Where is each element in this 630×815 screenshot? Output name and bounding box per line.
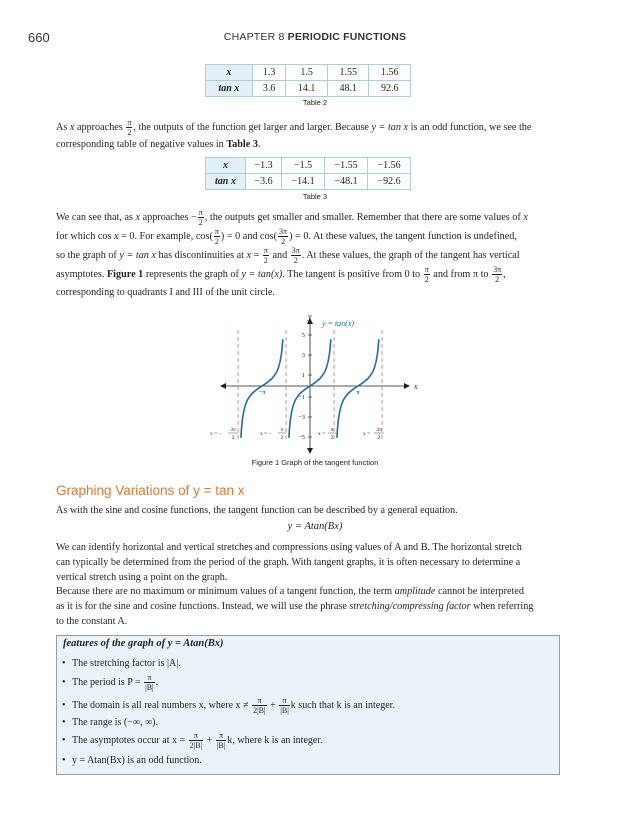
denominator: |B|: [145, 683, 154, 692]
numerator: π: [198, 208, 203, 217]
text: stretching/compressing factor: [349, 601, 471, 612]
figure-1-caption: Figure 1 Graph of the tangent function: [251, 458, 379, 467]
text: has discontinuities at: [155, 249, 247, 261]
figure-reference: Figure 1: [106, 268, 144, 280]
asymptote-label-num: 3π: [376, 427, 382, 433]
y-tick-label: −3: [298, 414, 305, 421]
fraction: [278, 227, 288, 246]
text: We can identify horizontal and vertical stretches and compressions using values of A and B. The horizontal stretch: [56, 542, 522, 553]
asymptote-label-num: 3π: [230, 427, 236, 433]
text: ,: [503, 268, 506, 280]
text: The asymptotes occur at x =: [72, 734, 188, 746]
table-row: [206, 158, 411, 174]
text: x: [135, 211, 141, 223]
table-row: [206, 174, 411, 190]
features-box-title: features of the graph of y = Atan(Bx): [63, 638, 224, 649]
table-cell: −92.6: [368, 174, 411, 190]
text: = 0 and cos: [224, 230, 274, 242]
text: . The tangent is positive from 0 to: [282, 268, 423, 280]
numerator: π: [252, 696, 267, 706]
text: vertical stretch using a point on the graph.: [56, 572, 228, 583]
table-2-caption: Table 2: [302, 98, 328, 107]
fraction: [214, 227, 220, 246]
numerator: π: [216, 731, 227, 741]
text: +: [267, 699, 279, 711]
fraction: [291, 246, 301, 265]
table-cell: 92.6: [369, 81, 411, 97]
numerator: 3π: [279, 227, 288, 236]
text: and: [269, 249, 290, 261]
text: +: [204, 734, 215, 746]
fraction: [252, 696, 267, 715]
table-cell: 14.1: [286, 81, 328, 97]
text: cannot be interpreted: [435, 586, 524, 597]
table-cell: −3.6: [245, 174, 281, 190]
asymptote-label-num: π: [330, 427, 334, 433]
text: y = Atan(Bx) is an odd function.: [72, 755, 202, 766]
list-item: • The period is P = $\frac{\pi}{|B|}$ .: [62, 673, 159, 692]
text: and from π to: [430, 268, 492, 280]
text: y = tan x: [119, 249, 156, 261]
table-cell: −1.55: [325, 158, 368, 174]
table-row: [206, 65, 411, 81]
text: . At these values, the graph of the tangent has vertical: [301, 249, 520, 261]
table-2: [205, 64, 411, 97]
x-axis-arrow-left: [220, 383, 226, 389]
table-reference: Table 3: [226, 139, 258, 150]
table-cell: 1.55: [327, 65, 369, 81]
y-tick-label: −1: [298, 394, 305, 401]
text: As: [56, 121, 70, 133]
text: to the constant A.: [56, 616, 128, 627]
chapter-prefix: CHAPTER 8: [223, 31, 285, 43]
denominator: |B|: [216, 741, 226, 750]
list-item: • The stretching factor is |A|.: [62, 658, 181, 669]
denominator: 2: [263, 256, 268, 265]
asymptote-label-den: 2: [377, 435, 381, 441]
asymptote-label-den: 2: [231, 435, 235, 441]
text: represents the graph of: [143, 268, 242, 280]
list-item: • The asymptotes occur at x = $\frac{\pi}{2|B|}$ + $\frac{\pi}{|B|}$ k, where k is an integer.: [62, 731, 323, 750]
table-cell: −1.56: [368, 158, 411, 174]
text: = 0. For example, cos: [118, 230, 210, 242]
text: is an odd function, we see the: [408, 121, 532, 133]
denominator: 2: [198, 218, 203, 227]
text: as it is for the sine and cosine functions. Instead, we will use the phrase: [56, 601, 350, 612]
text: x: [69, 121, 75, 133]
asymptote-label: x = −: [210, 431, 222, 437]
denominator: 2|B|: [253, 706, 266, 715]
text: .: [257, 139, 261, 150]
denominator: |B|: [280, 706, 289, 715]
numerator: π: [424, 265, 429, 274]
text: The stretching factor is |A|.: [72, 658, 181, 669]
numerator: π: [144, 673, 155, 683]
text: approaches: [74, 121, 126, 133]
fraction: [189, 731, 204, 750]
table-cell: −48.1: [325, 174, 368, 190]
text: =: [251, 249, 262, 261]
text: amplitude: [394, 586, 436, 597]
table-3-caption: Table 3: [302, 192, 328, 201]
general-equation: y = Atan(Bx): [287, 521, 343, 532]
text: Because there are no maximum or minimum values of a tangent function, the term: [56, 586, 395, 597]
table-cell: 48.1: [327, 81, 369, 97]
paragraph-2: We can see that, as x approaches − $\frac{\pi}{2}$ , the outputs get smaller and smaller. Remember that there are some values of x for which cos x = 0. For example, cos( $\frac{\pi}{2}$ ) = 0 and cos( $\frac{3\pi}{2}$ ) = 0. At these values, the tangent function is undefined, so the graph of y = tan x has discontinuities at x = $\frac{\pi}{2}$ and $\frac{3\pi}{2}$ . At these values, the graph of the tangent has vertical asymptotes. Figure 1 represents the graph of y = tan(x). The tangent is positive from 0 to $\frac{\pi}{2}$ and from π to $\frac{3\pi}{2}$ , corresponding to quadrants I and III of the unit circle.: [56, 208, 528, 298]
section-title: Graphing Variations of y = tan x: [56, 483, 245, 498]
denominator: 2|B|: [189, 741, 203, 750]
text: The domain is all real numbers x, where x ≠: [72, 699, 252, 711]
fraction: [492, 265, 502, 284]
text: y = tan x: [371, 121, 409, 133]
denominator: 2: [495, 275, 500, 284]
text: y = tan(x): [241, 268, 283, 280]
text: so the graph of: [56, 249, 120, 261]
y-axis-label: y: [308, 312, 312, 321]
text: , the outputs get smaller and smaller. Remember that there are some values of: [204, 211, 524, 223]
x-tick-label: π: [356, 389, 360, 396]
text: corresponding to quadrants I and III of the unit circle.: [56, 287, 275, 298]
fraction: [263, 246, 269, 265]
text: −: [190, 211, 197, 223]
denominator: 2: [214, 237, 219, 246]
x-axis-arrow: [404, 383, 410, 389]
asymptote-label-num: π: [280, 427, 284, 433]
paragraph-1: [56, 118, 560, 152]
numerator: π: [263, 246, 268, 255]
fraction: [198, 208, 204, 227]
table-cell: 1.56: [369, 65, 411, 81]
paragraph-3: As with the sine and cosine functions, the tangent function can be described by a general equation.: [56, 505, 458, 516]
text: , the outputs of the function get larger and larger. Because: [133, 121, 372, 133]
fraction: [216, 731, 227, 750]
curve-label: y = tan(x): [322, 319, 355, 328]
text: can typically be determined from the period of the graph. With tangent graphs, it is often necessary to determine a: [56, 557, 521, 568]
page-number: 660: [28, 30, 50, 45]
asymptote-label-den: 2: [330, 435, 334, 441]
numerator: 3π: [291, 246, 300, 255]
numerator: π: [127, 118, 132, 127]
text: We can see that, as: [56, 211, 136, 223]
asymptote-label: x =: [318, 431, 326, 437]
chapter-title: PERIODIC FUNCTIONS: [287, 31, 407, 43]
table-header-cell: tan x: [206, 81, 253, 97]
y-tick-label: 5: [301, 332, 305, 339]
y-tick-label: 1: [301, 372, 305, 379]
table-cell: 1.3: [252, 65, 286, 81]
paragraph-4: [56, 540, 560, 585]
table-cell: −1.3: [245, 158, 281, 174]
text: x: [114, 230, 119, 242]
text: corresponding table of negative values in: [56, 139, 227, 150]
text: approaches: [140, 211, 191, 223]
paragraph-5: [56, 584, 560, 629]
table-header-cell: x: [206, 65, 253, 81]
text: when referring: [470, 601, 534, 612]
table-cell: 3.6: [252, 81, 286, 97]
tangent-graph: [200, 312, 430, 457]
list-item: • The range is (−∞, ∞).: [62, 717, 158, 728]
table-cell: −1.5: [282, 158, 325, 174]
table-header-cell: x: [206, 158, 246, 174]
denominator: 2: [281, 237, 286, 246]
y-tick-label: −5: [298, 434, 305, 441]
text: The range is (−∞, ∞).: [72, 717, 158, 728]
chapter-heading: [0, 31, 630, 43]
denominator: 2: [127, 128, 132, 137]
table-cell: 1.5: [286, 65, 328, 81]
fraction: [424, 265, 430, 284]
x-axis-label: x: [414, 382, 418, 391]
fraction: [144, 673, 155, 692]
fraction: [126, 118, 132, 137]
table-3: [205, 157, 411, 190]
text: x: [523, 211, 528, 223]
y-tick-label: 3: [301, 352, 305, 359]
text: k such that k is an integer.: [290, 699, 395, 711]
table-row: [206, 81, 411, 97]
denominator: 2: [424, 275, 429, 284]
numerator: 3π: [493, 265, 502, 274]
list-item: • y = Atan(Bx) is an odd function.: [62, 755, 202, 766]
text: k, where k is an integer.: [227, 734, 323, 746]
asymptote-label: x =: [363, 431, 371, 437]
numerator: π: [279, 696, 290, 706]
text: = 0. At these values, the tangent function is undefined,: [292, 230, 517, 242]
numerator: π: [189, 731, 204, 741]
denominator: 2: [293, 256, 298, 265]
text: asymptotes.: [56, 268, 107, 280]
text: for which cos: [56, 230, 114, 242]
x-tick-label: −π: [258, 389, 266, 396]
numerator: π: [214, 227, 219, 236]
list-item: • The domain is all real numbers x, where x ≠ $\frac{\pi}{2|B|}$ + $\frac{\pi}{|B|}$ k such that k is an integer.: [62, 696, 395, 715]
table-header-cell: tan x: [206, 174, 246, 190]
fraction: [279, 696, 290, 715]
asymptote-label-den: 2: [280, 435, 284, 441]
text: The period is P =: [72, 676, 144, 688]
y-axis-arrow-bottom: [307, 448, 313, 454]
asymptote-label: x = −: [260, 431, 272, 437]
table-cell: −14.1: [282, 174, 325, 190]
text: x: [246, 249, 252, 261]
